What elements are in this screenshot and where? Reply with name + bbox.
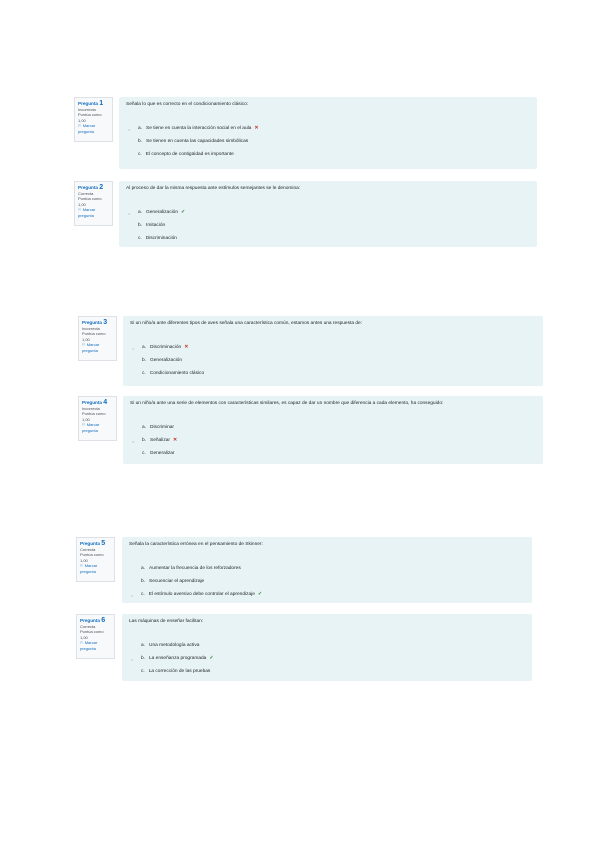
- answer-option[interactable]: ○ c. El estímulo aversivo debe controlar el aprendizaje ✓: [131, 591, 263, 598]
- question-number: Pregunta 4: [82, 399, 108, 406]
- answer-option[interactable]: a. Aumentar la frecuencia de los reforzadores: [141, 566, 241, 571]
- question-text: Señala la característica errónea en el pensamiento de Skinner:: [129, 542, 263, 547]
- question-number: Pregunta 1: [78, 100, 104, 107]
- question-status: Correcta: [80, 547, 96, 552]
- answer-option[interactable]: ○ a. Discriminación ✕: [132, 344, 189, 351]
- flag-icon: ⚐: [78, 123, 82, 129]
- answer-option[interactable]: b. Se tienen en cuenta las capacidades simbólicas: [138, 139, 249, 144]
- radio-icon[interactable]: ○: [131, 592, 134, 598]
- answer-option[interactable]: c. La corrección de las pruebas: [141, 669, 211, 674]
- flag-question-link[interactable]: ⚐ Marcar pregunta: [80, 640, 98, 651]
- question-number: Pregunta 6: [80, 617, 106, 624]
- radio-icon[interactable]: ○: [131, 656, 134, 662]
- question-score: Puntúa como 1,00: [82, 411, 106, 422]
- flag-icon: ⚐: [78, 207, 82, 213]
- radio-icon[interactable]: ○: [132, 345, 135, 351]
- flag-icon: ⚐: [82, 342, 86, 348]
- question-content: [119, 181, 537, 247]
- question-number: Pregunta 2: [78, 184, 104, 191]
- answer-option[interactable]: ○ a. Generalización ✓: [128, 209, 186, 216]
- flag-question-link[interactable]: ⚐ Marcar pregunta: [82, 342, 100, 353]
- flag-question-link[interactable]: ⚐ Marcar pregunta: [78, 123, 96, 134]
- correct-icon: ✓: [257, 591, 263, 597]
- answer-option[interactable]: b. Secuenciar el aprendizaje: [141, 579, 205, 584]
- answer-list: [129, 639, 525, 678]
- answer-option[interactable]: c. El concepto de contigüidad es importante: [138, 152, 234, 157]
- question-text: Las máquinas de enseñar facilitan:: [129, 619, 204, 624]
- question-status: Correcta: [80, 624, 96, 629]
- question-status: Incorrecta: [78, 107, 96, 112]
- answer-option[interactable]: a. Discriminar: [142, 425, 175, 430]
- incorrect-icon: ✕: [173, 437, 178, 443]
- question-info: [78, 316, 117, 361]
- question-info: [76, 537, 115, 582]
- answer-option[interactable]: c. Generalizar: [142, 451, 175, 456]
- question-content: [123, 316, 543, 386]
- radio-icon[interactable]: ○: [132, 438, 135, 444]
- question-score: Puntúa como 1,00: [78, 112, 102, 123]
- answer-option[interactable]: a. Una metodología activa: [141, 643, 200, 648]
- question-text: Si un niño/a ante una serie de elementos con características similares, es capaz de dar un nombre que diferencia a cada elemento, ha conseguido:: [130, 401, 444, 406]
- question-info: [74, 97, 113, 142]
- flag-question-link[interactable]: ⚐ Marcar pregunta: [80, 563, 98, 574]
- answer-option[interactable]: b. Generalización: [142, 358, 183, 363]
- answer-option[interactable]: b. Imitación: [138, 223, 166, 228]
- question-content: [123, 396, 543, 464]
- flag-icon: ⚐: [80, 563, 84, 569]
- answer-option[interactable]: ○ a. Se tiene en cuenta la interacción social en el aula ✕: [128, 125, 259, 132]
- question-status: Incorrecta: [82, 406, 100, 411]
- answer-list: [126, 122, 530, 161]
- answer-list: [130, 341, 536, 380]
- answer-option[interactable]: ○ b. Señalizar ✕: [132, 437, 178, 444]
- question-info: [76, 614, 115, 659]
- question-content: [122, 614, 532, 681]
- flag-icon: ⚐: [82, 422, 86, 428]
- question-text: Al proceso de dar la misma respuesta ante estímulos semejantes se le denomina:: [126, 186, 301, 191]
- question-text: Señala lo que es correcto en el condicionamiento clásico:: [126, 102, 249, 107]
- question-info: [78, 396, 117, 441]
- answer-list: [129, 562, 525, 601]
- flag-question-link[interactable]: ⚐ Marcar pregunta: [78, 207, 96, 218]
- flag-icon: ⚐: [80, 640, 84, 646]
- question-score: Puntúa como 1,00: [82, 331, 106, 342]
- answer-option[interactable]: c. Discriminación: [138, 236, 177, 241]
- question-info: [74, 181, 113, 226]
- question-number: Pregunta 5: [80, 540, 106, 547]
- answer-list: [126, 206, 530, 245]
- radio-icon[interactable]: ○: [128, 126, 131, 132]
- flag-question-link[interactable]: ⚐ Marcar pregunta: [82, 422, 100, 433]
- question-text: Si un niño/a ante diferentes tipos de aves señala una característica común, estamos antes una respuesta de:: [130, 321, 362, 326]
- radio-icon[interactable]: ○: [128, 210, 131, 216]
- question-number: Pregunta 3: [82, 319, 108, 326]
- answer-list: [130, 421, 536, 460]
- answer-option[interactable]: c. Condicionamiento clásico: [142, 371, 205, 376]
- question-status: Correcta: [78, 191, 94, 196]
- incorrect-icon: ✕: [184, 344, 189, 350]
- question-score: Puntúa como 1,00: [80, 629, 104, 640]
- correct-icon: ✓: [181, 209, 186, 215]
- incorrect-icon: ✕: [254, 125, 259, 131]
- correct-icon: ✓: [209, 655, 214, 661]
- question-score: Puntúa como 1,00: [78, 196, 102, 207]
- question-status: Incorrecta: [82, 326, 100, 331]
- question-score: Puntúa como 1,00: [80, 552, 104, 563]
- question-content: [119, 97, 537, 169]
- question-content: [122, 537, 532, 603]
- answer-option[interactable]: ○ b. La enseñanza programada ✓: [131, 655, 214, 662]
